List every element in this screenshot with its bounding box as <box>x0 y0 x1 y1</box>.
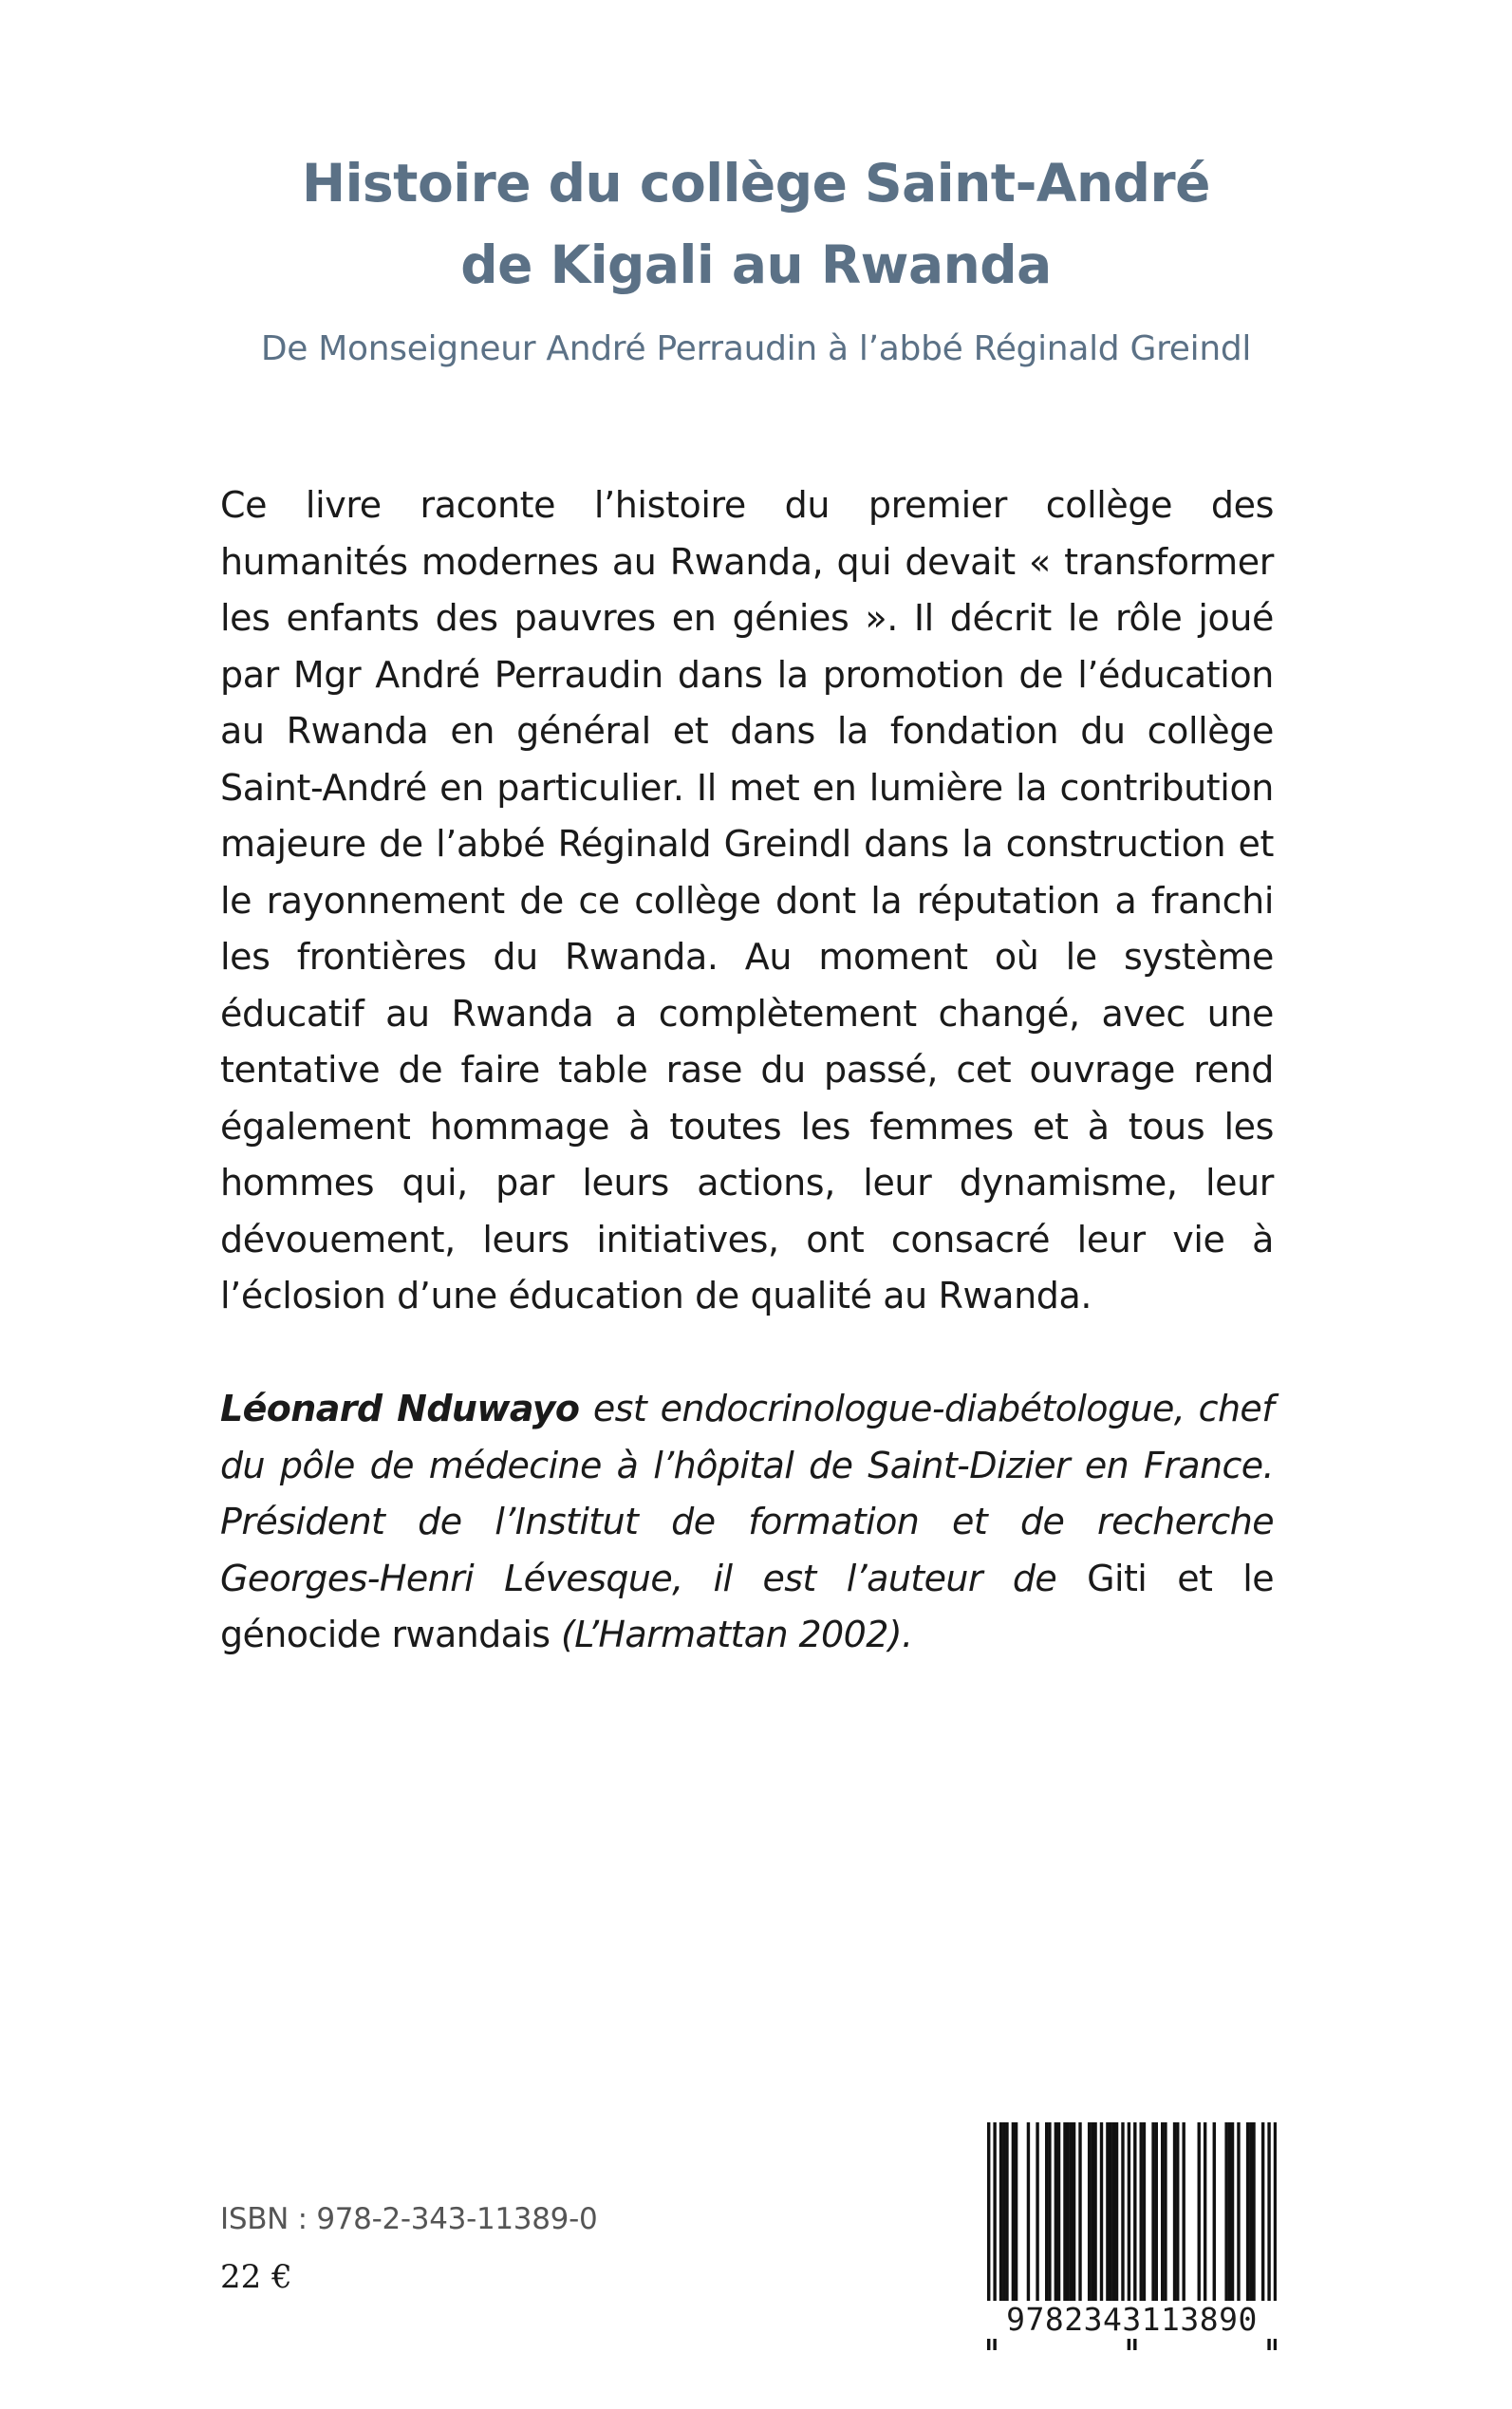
price: 22 € <box>220 2258 292 2296</box>
book-subtitle: De Monseigneur André Perraudin à l’abbé Réginald Greindl <box>260 329 1252 368</box>
barcode-bar <box>1057 2122 1060 2308</box>
cover-header <box>0 142 1512 372</box>
barcode-bar <box>1198 2122 1201 2308</box>
barcode-bar <box>1213 2122 1216 2308</box>
barcode-bar <box>1048 2122 1051 2308</box>
barcode-bar <box>1261 2122 1264 2308</box>
barcode-bar <box>1176 2122 1179 2308</box>
isbn: ISBN : 978-2-343-11389-0 <box>220 2202 598 2236</box>
barcode-bar <box>1015 2122 1017 2308</box>
barcode-bar <box>1106 2122 1109 2308</box>
barcode-bar <box>1231 2122 1234 2308</box>
barcode-bar <box>1091 2122 1093 2308</box>
author-bio-text: est endocrinologue-diabétologue, chef du pôle de médecine à l’hôpital de Saint-Dizier en France. Président de l’Institut de formation et de recherche Georges-Henri Lévesque, il est l’auteur de <box>220 1388 1274 1599</box>
barcode-bar <box>1005 2122 1008 2308</box>
barcode-bar <box>1045 2122 1048 2308</box>
barcode-bar <box>1252 2122 1255 2308</box>
book-title-line-1: Histoire du collège Saint-André <box>302 153 1210 214</box>
barcode-bar <box>1100 2122 1103 2308</box>
barcode-bar <box>1228 2122 1231 2308</box>
barcode-bar <box>1140 2122 1143 2308</box>
barcode-bar <box>1237 2122 1240 2308</box>
author-name: Léonard Nduwayo <box>220 1388 580 1429</box>
barcode-bar <box>1063 2122 1066 2308</box>
barcode-bar <box>1249 2122 1252 2308</box>
barcode-bar <box>1088 2122 1091 2308</box>
barcode-bar <box>1027 2122 1030 2308</box>
barcode-bar <box>999 2122 1002 2308</box>
book-summary: Ce livre raconte l’histoire du premier collège des humanités modernes au Rwanda, qui devait « transformer les enfants des pauvres en génies ». Il décrit le rôle joué par Mgr André Perraudin dans la promotion de l’éducation au Rwanda en général et dans la fondation du collège Saint-André en particulier. Il met en lumière la contribution majeure de l’abbé Réginald Greindl dans la construction et le rayonnement de ce collège dont la réputation a franchi les frontières du Rwanda. Au moment où le système éducatif au Rwanda a complètement changé, avec une tentative de faire table rase du passé, cet ouvrage rend également hommage à toutes les femmes et à tous les hommes qui, par leurs actions, leur dynamisme, leur dévouement, leurs initiatives, ont consacré leur vie à l’éclosion d’une éducation de qualité au Rwanda. <box>220 484 1274 1317</box>
barcode-bar <box>1112 2122 1115 2308</box>
barcode-bar <box>1070 2122 1073 2308</box>
book-title-line-2: de Kigali au Rwanda <box>460 234 1052 295</box>
author-previous-work: Giti et le génocide rwandais <box>220 1557 1274 1655</box>
barcode-digits: 9782343113890 <box>987 2301 1277 2339</box>
barcode-bar <box>1078 2122 1081 2308</box>
barcode-bar <box>1109 2122 1111 2308</box>
barcode-bar <box>1151 2122 1154 2308</box>
barcode-bar <box>1121 2122 1124 2308</box>
barcode-bar <box>1093 2122 1096 2308</box>
barcode-bar <box>1182 2122 1185 2308</box>
barcode-bar <box>1155 2122 1158 2308</box>
barcode-bar <box>1161 2122 1164 2308</box>
barcode-bar <box>1204 2122 1206 2308</box>
barcode-bar <box>1073 2122 1075 2308</box>
barcode-bar <box>1246 2122 1249 2308</box>
author-bio <box>220 1381 1274 1664</box>
barcode-bar <box>1066 2122 1069 2308</box>
barcode-bar <box>1224 2122 1227 2308</box>
barcode-bar <box>1173 2122 1176 2308</box>
barcode-bar <box>1143 2122 1146 2308</box>
author-bio-publisher: (L’Harmattan 2002). <box>550 1614 913 1655</box>
barcode-bar <box>1164 2122 1167 2308</box>
barcode-bar <box>1115 2122 1118 2308</box>
barcode-bar <box>1012 2122 1015 2308</box>
barcode-bar <box>1002 2122 1005 2308</box>
barcode-bar <box>1055 2122 1057 2308</box>
barcode-bar <box>1036 2122 1038 2308</box>
